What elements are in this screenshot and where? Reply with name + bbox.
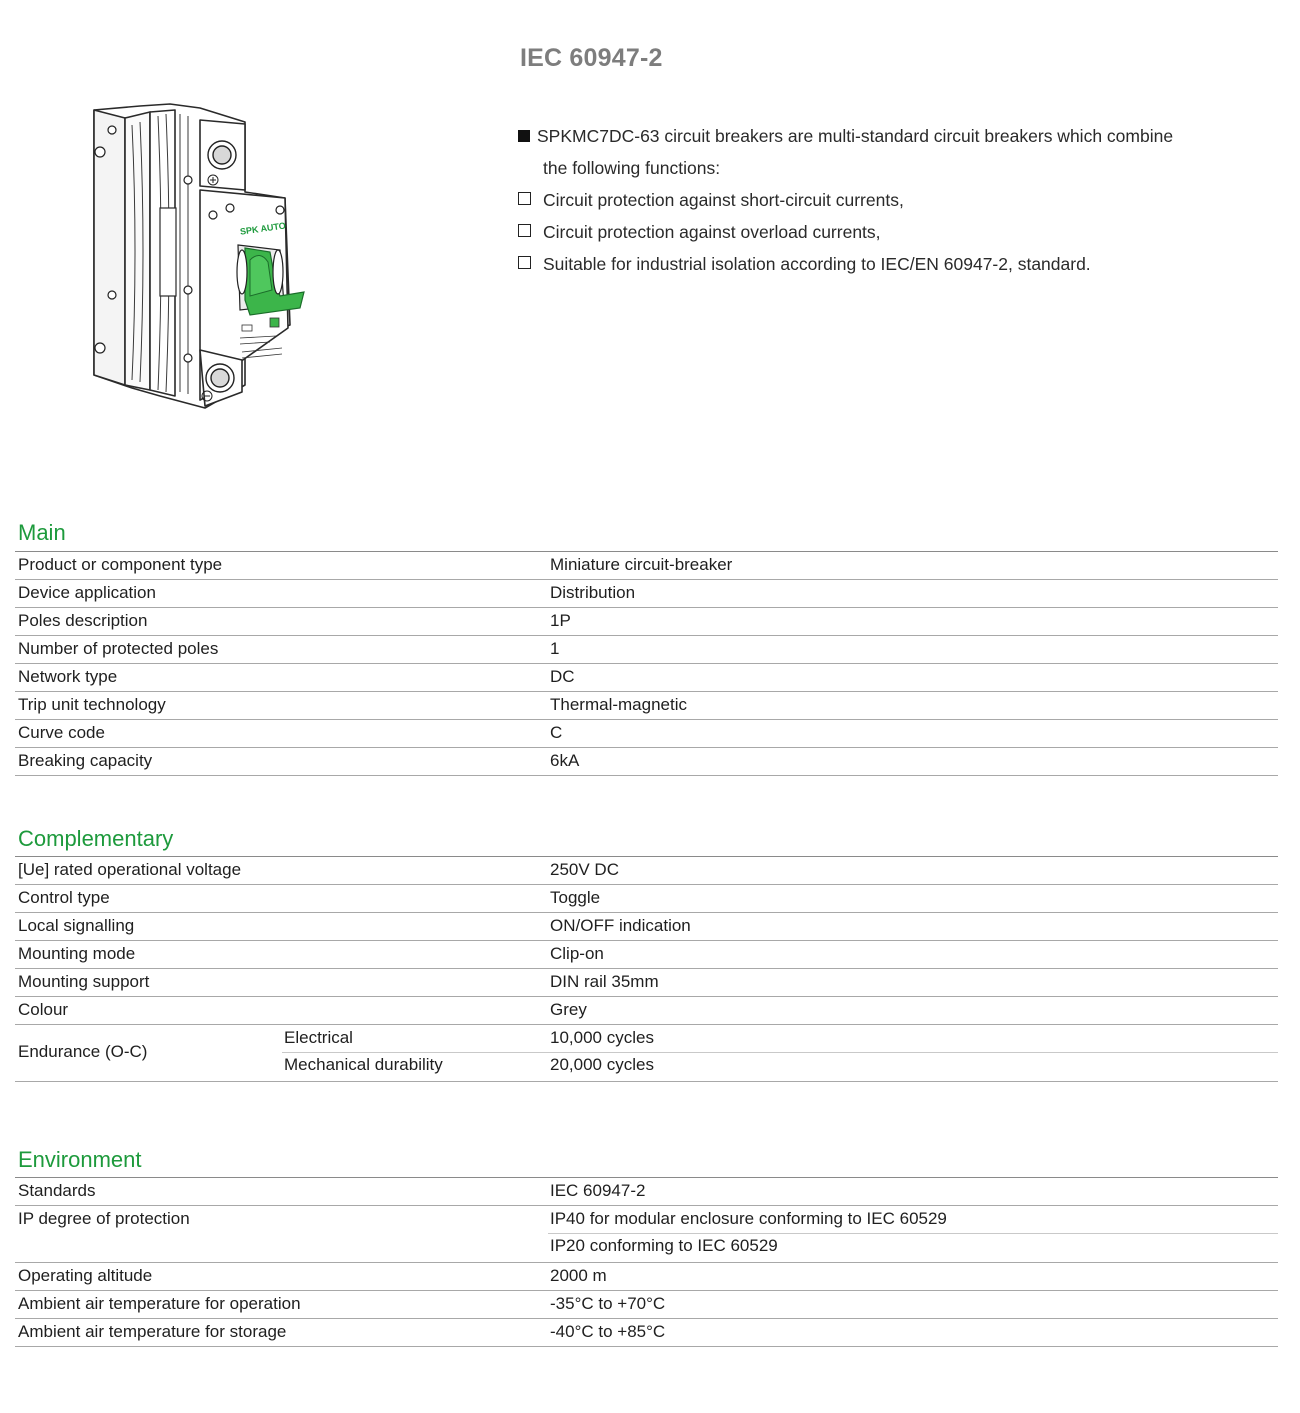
- table-row: Standards IEC 60947-2: [15, 1178, 1278, 1206]
- section-title-environment: Environment: [18, 1147, 142, 1172]
- table-row: Ambient air temperature for operation -35°C to +70°C: [15, 1291, 1278, 1319]
- table-row: Control type Toggle: [15, 885, 1278, 913]
- square-bullet-icon: [518, 130, 530, 142]
- table-row: Local signalling ON/OFF indication: [15, 913, 1278, 941]
- complementary-spec-table: [15, 856, 1278, 1082]
- checkbox-bullet-icon: [518, 192, 531, 205]
- feature-intro-continued: the following functions:: [543, 158, 721, 178]
- endurance-label: Endurance (O-C): [18, 1042, 148, 1061]
- table-row: Ambient air temperature for storage -40°C to +85°C: [15, 1319, 1278, 1347]
- feature-list: [518, 122, 1258, 282]
- ip-label: IP degree of protection: [18, 1209, 190, 1228]
- table-row: Electrical 10,000 cycles: [15, 1025, 1278, 1052]
- main-spec-table: [15, 551, 1278, 776]
- table-row: Poles description 1P: [15, 608, 1278, 636]
- table-row: Number of protected poles 1: [15, 636, 1278, 664]
- table-row: Trip unit technology Thermal-magnetic: [15, 692, 1278, 720]
- circuit-breaker-image: [80, 100, 310, 415]
- feature-item: Suitable for industrial isolation according to IEC/EN 60947-2, standard.: [518, 250, 1258, 282]
- checkbox-bullet-icon: [518, 256, 531, 269]
- table-row: Mechanical durability 20,000 cycles: [284, 1055, 654, 1074]
- ip-row-group: [15, 1206, 1278, 1263]
- table-row: Mounting support DIN rail 35mm: [15, 969, 1278, 997]
- endurance-row-group: [15, 1025, 1278, 1082]
- table-row: Product or component type Miniature circuit-breaker: [15, 552, 1278, 580]
- table-row: IP40 for modular enclosure conforming to IEC 60529: [15, 1206, 1278, 1233]
- table-row: [Ue] rated operational voltage 250V DC: [15, 857, 1278, 885]
- table-row: Mounting mode Clip-on: [15, 941, 1278, 969]
- checkbox-bullet-icon: [518, 224, 531, 237]
- feature-item: Circuit protection against short-circuit currents,: [518, 186, 1258, 218]
- feature-intro: SPKMC7DC-63 circuit breakers are multi-standard circuit breakers which combine: [518, 122, 1258, 154]
- page-title: IEC 60947-2: [520, 44, 663, 72]
- section-title-main: Main: [18, 520, 66, 545]
- table-row: Curve code C: [15, 720, 1278, 748]
- table-row: Breaking capacity 6kA: [15, 748, 1278, 776]
- environment-spec-table: [15, 1177, 1278, 1347]
- table-row: Device application Distribution: [15, 580, 1278, 608]
- section-title-complementary: Complementary: [18, 826, 174, 851]
- table-row: IP20 conforming to IEC 60529: [550, 1236, 778, 1255]
- feature-item: Circuit protection against overload currents,: [518, 218, 1258, 250]
- table-row: Colour Grey: [15, 997, 1278, 1025]
- table-row: Operating altitude 2000 m: [15, 1263, 1278, 1291]
- brand-label: SPK AUTO: [239, 220, 287, 237]
- table-row: Network type DC: [15, 664, 1278, 692]
